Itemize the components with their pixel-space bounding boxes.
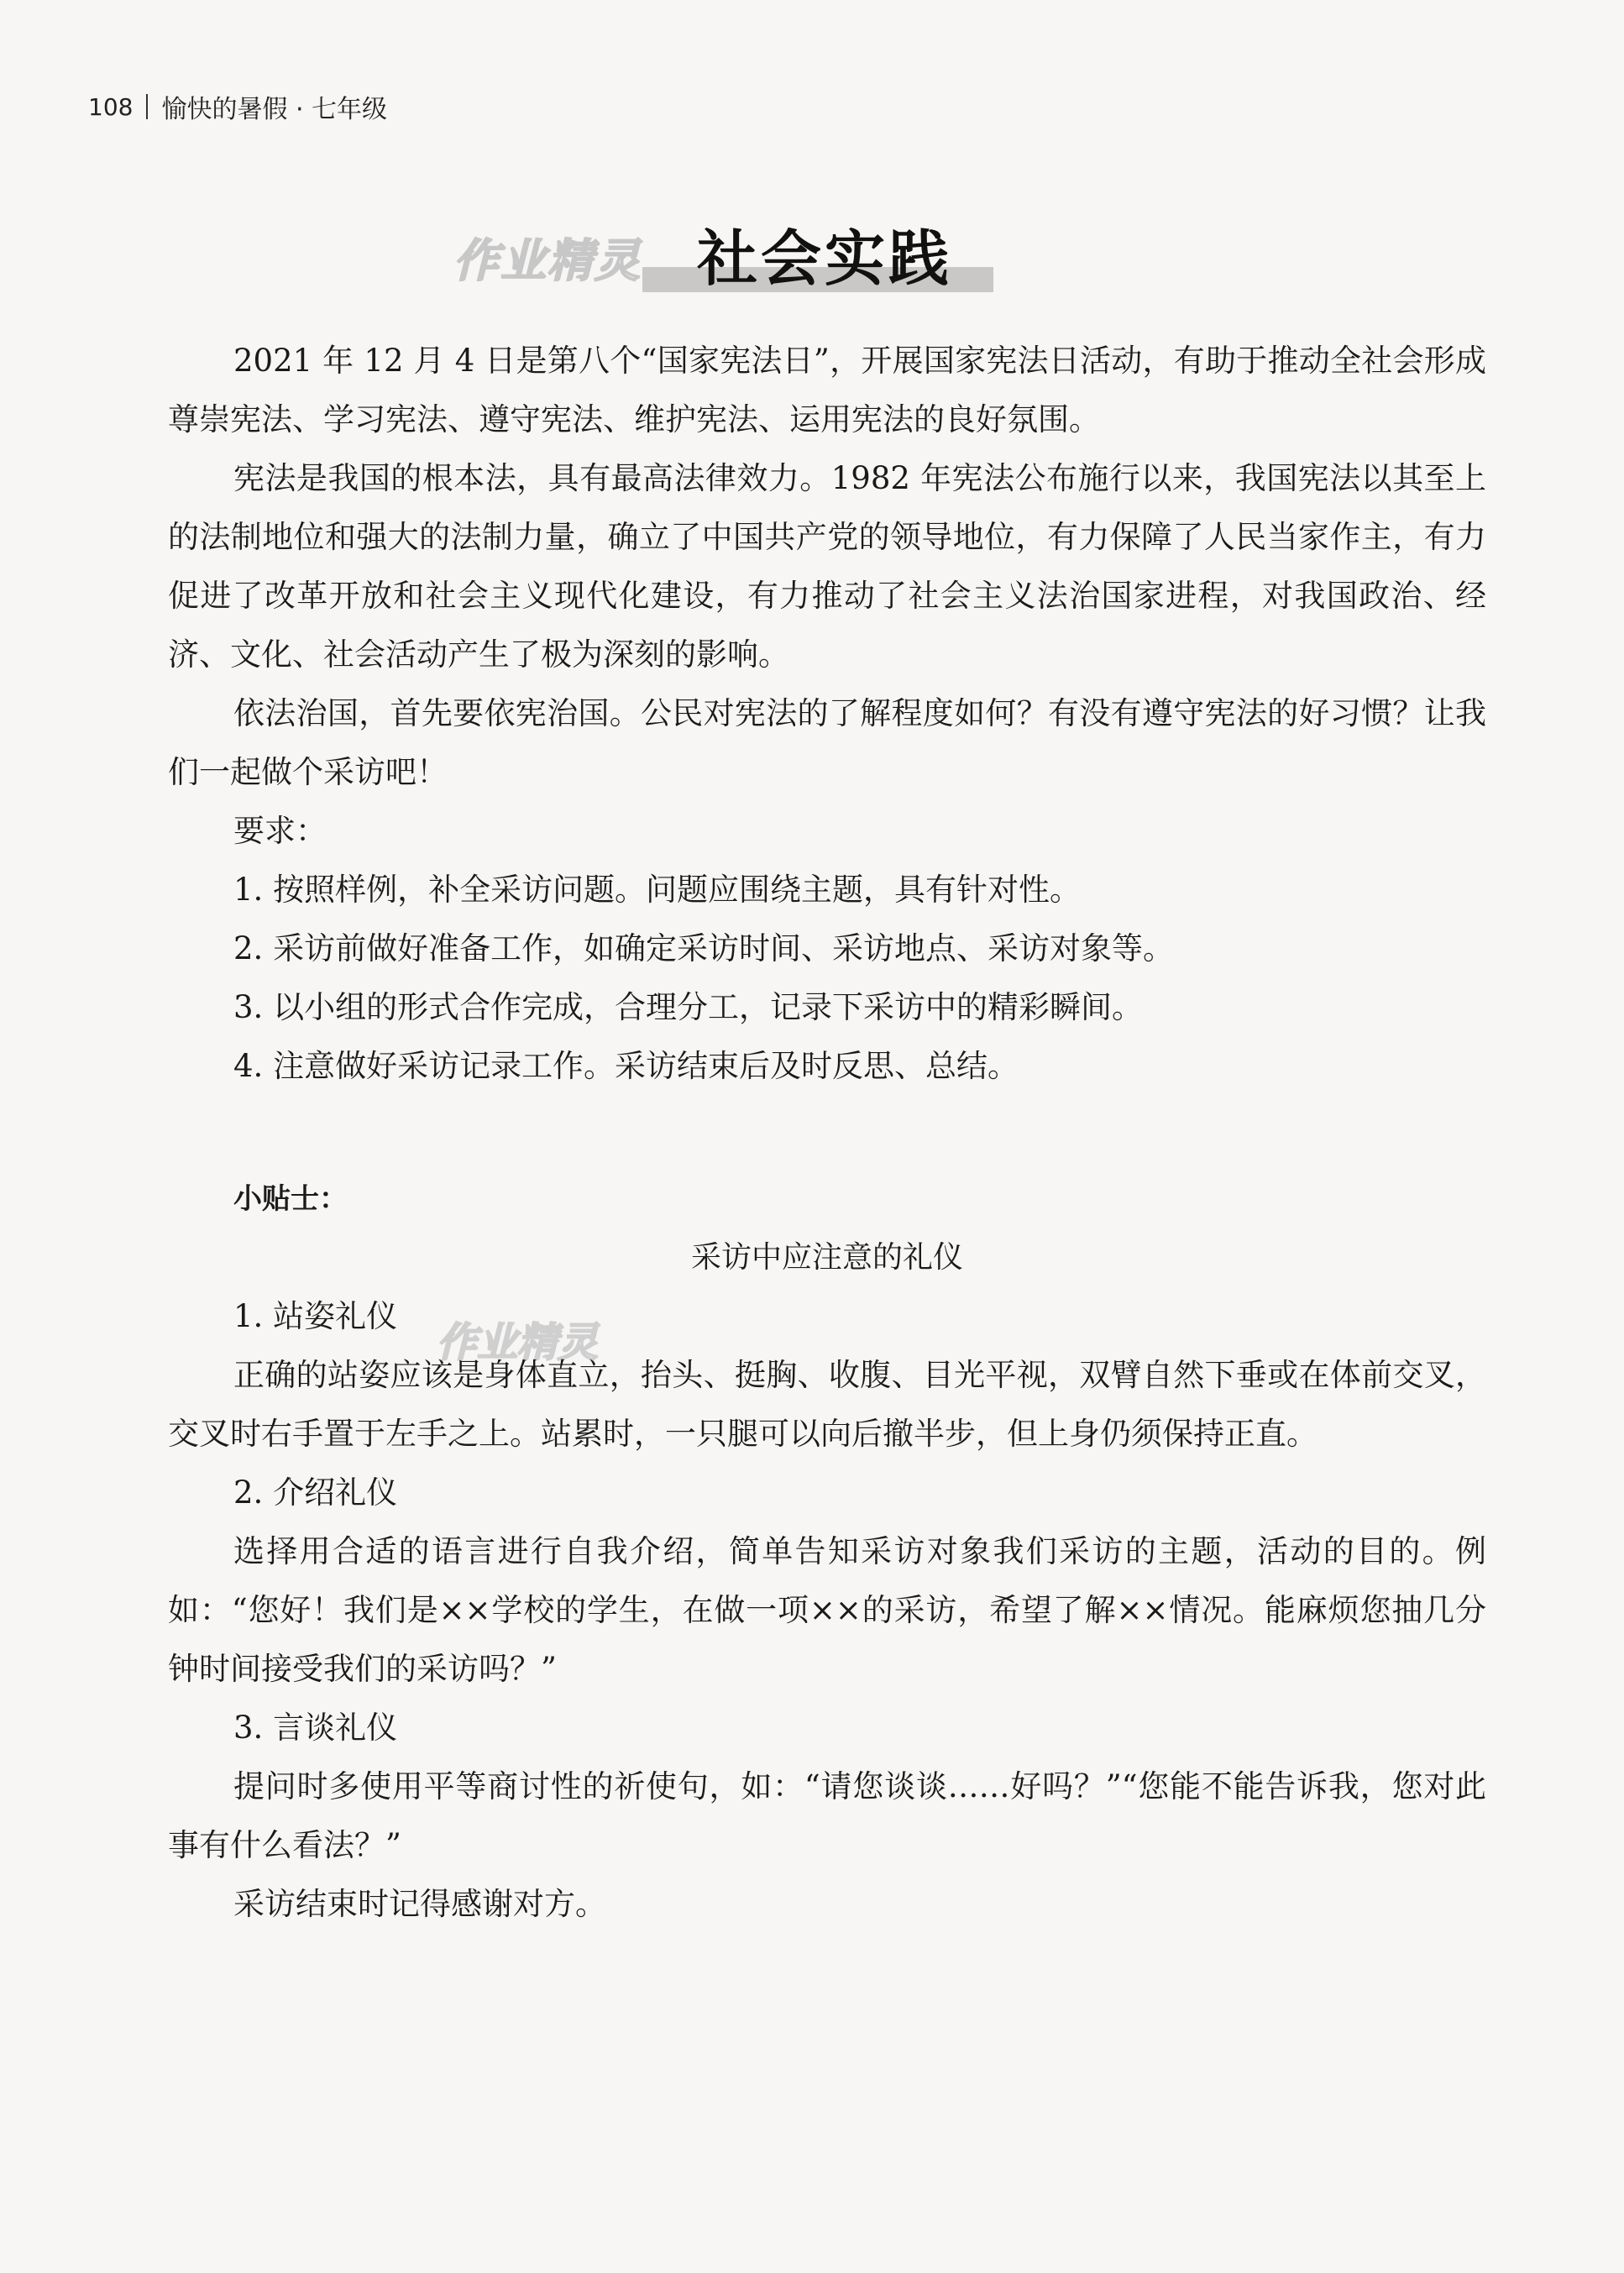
book-title: 愉快的暑假 · 七年级 <box>161 95 388 124</box>
tip-text-introduction: 选择用合适的语言进行自我介绍，简单告知采访对象我们采访的主题，活动的目的。例如：“您好！我们是××学校的学生，在做一项××的采访，希望了解××情况。能麻烦您抽几分钟时间接受我们的采访吗？” <box>168 1533 1486 1687</box>
page-header <box>88 88 387 125</box>
tips-title: 采访中应注意的礼仪 <box>690 1240 963 1275</box>
requirement-item: 4. 注意做好采访记录工作。采访结束后及时反思、总结。 <box>233 1048 1019 1084</box>
intro-paragraph-1: 2021 年 12 月 4 日是第八个“国家宪法日”，开展国家宪法日活动，有助于推动全社会形成尊崇宪法、学习宪法、遵守宪法、维护宪法、运用宪法的良好氛围。 <box>168 343 1486 437</box>
section-title-block <box>453 210 1041 302</box>
body-watermark: 作业精灵 <box>437 1319 599 1366</box>
tip-heading-speech: 3. 言谈礼仪 <box>233 1710 398 1746</box>
page-number: 108 <box>88 92 134 121</box>
tip-heading-introduction: 2. 介绍礼仪 <box>233 1474 398 1511</box>
requirement-item: 1. 按照样例，补全采访问题。问题应围绕主题，具有针对性。 <box>233 872 1082 908</box>
intro-paragraph-3: 依法治国，首先要依宪治国。公民对宪法的了解程度如何？有没有遵守宪法的好习惯？让我们一起做个采访吧！ <box>168 695 1486 790</box>
title-watermark: 作业精灵 <box>453 234 642 287</box>
tips-closing: 采访结束时记得感谢对方。 <box>233 1886 606 1922</box>
page-content <box>168 332 1486 1934</box>
header-divider <box>146 94 148 119</box>
tip-heading-standing: 1. 站姿礼仪 <box>233 1298 398 1334</box>
spacer <box>168 1096 1486 1170</box>
section-title: 社会实践 <box>697 223 953 294</box>
requirements-label: 要求： <box>233 813 327 849</box>
requirement-item: 3. 以小组的形式合作完成，合理分工，记录下采访中的精彩瞬间。 <box>233 989 1144 1025</box>
requirement-item: 2. 采访前做好准备工作，如确定采访时间、采访地点、采访对象等。 <box>233 930 1175 966</box>
tip-text-standing: 正确的站姿应该是身体直立，抬头、挺胸、收腹、目光平视，双臂自然下垂或在体前交叉，交叉时右手置于左手之上。站累时，一只腿可以向后撤半步，但上身仍须保持正直。 <box>168 1357 1486 1452</box>
tips-label: 小贴士： <box>233 1182 348 1216</box>
tip-text-speech: 提问时多使用平等商讨性的祈使句，如：“请您谈谈……好吗？”“您能不能告诉我，您对此事有什么看法？” <box>168 1768 1486 1863</box>
intro-paragraph-2: 宪法是我国的根本法，具有最高法律效力。1982 年宪法公布施行以来，我国宪法以其至上的法制地位和强大的法制力量，确立了中国共产党的领导地位，有力保障了人民当家作主，有力促进了改革开放和社会主义现代化建设，有力推动了社会主义法治国家进程，对我国政治、经济、文化、社会活动产生了极为深刻的影响。 <box>168 460 1486 673</box>
